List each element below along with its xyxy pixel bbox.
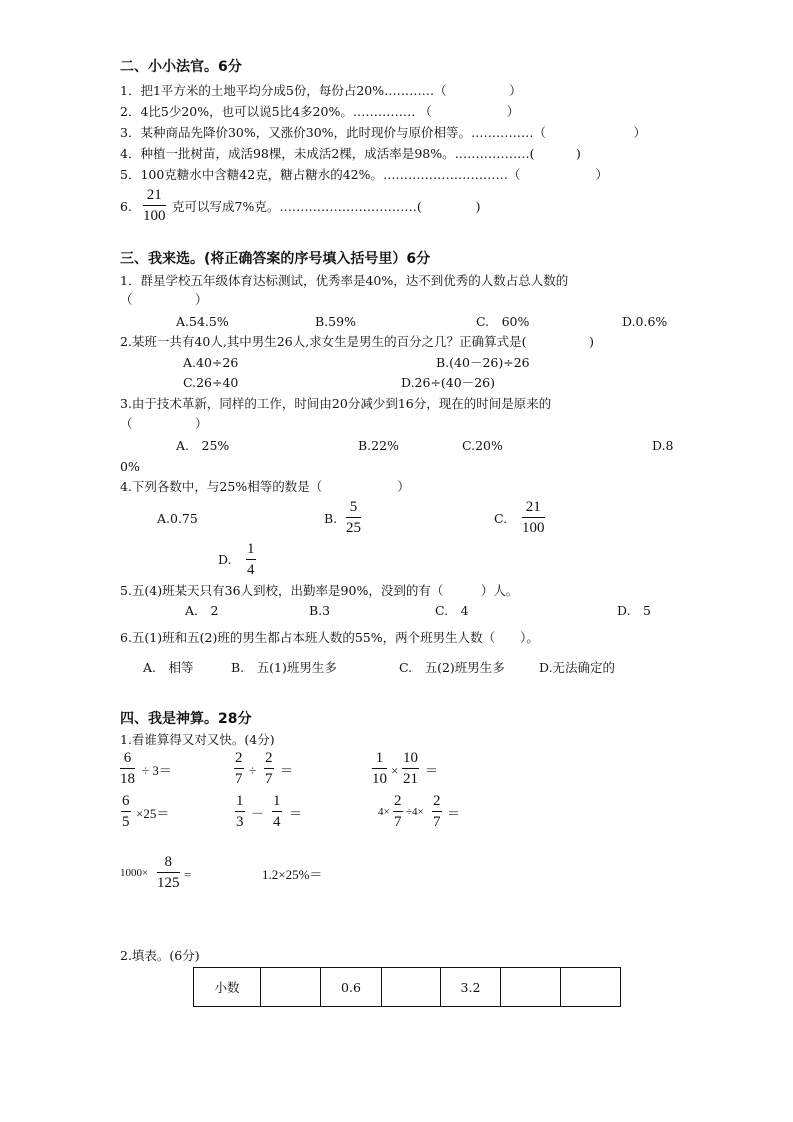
fraction-denominator: 7 [394, 814, 402, 830]
expr-2-fraction-2 [264, 751, 274, 787]
fraction-denominator: 18 [120, 771, 135, 787]
expr-5-tail: ＝ [289, 806, 303, 821]
section-2-title: 二、小小法官。6分 [120, 59, 242, 75]
decimal-fill-table [193, 967, 621, 1007]
fraction-denominator: 25 [346, 520, 361, 536]
table-cell-blank[interactable] [261, 968, 321, 1007]
sec3-q1-paren: （ ） [120, 292, 208, 307]
sec3-q4-option-c: C. [494, 511, 508, 526]
fraction-numerator: 1 [247, 541, 255, 557]
fraction-numerator: 1 [375, 750, 384, 766]
expr-5-fraction-1 [235, 794, 245, 830]
expr-7-prefix: 1000× [120, 867, 149, 879]
sec2-item-4: 4．种植一批树苗，成活98棵，未成活2棵，成活率是98%。………………( ) [120, 146, 581, 161]
sec3-q3-paren: （ ） [120, 416, 208, 431]
fraction-denominator: 7 [235, 771, 243, 787]
table-cell-blank[interactable] [561, 968, 621, 1007]
section-4-title: 四、我是神算。28分 [120, 711, 252, 727]
fraction-denominator: 4 [273, 814, 281, 830]
sec3-q5-option-a: A. 2 [185, 603, 219, 618]
sec3-q3-stem: 3.由于技术革新，同样的工作，时间由20分减少到16分，现在的时间是原来的 [120, 396, 552, 411]
sec3-q3-option-d: D.8 [652, 438, 674, 453]
table-cell-value: 0.6 [321, 968, 382, 1007]
fraction-denominator: 10 [372, 771, 387, 787]
expr-2-fraction-1 [234, 751, 244, 787]
sec3-q6-option-d: D.无法确定的 [539, 660, 616, 675]
expr-2-operator: ÷ [249, 763, 257, 778]
sec3-q6-stem: 6.五(1)班和五(2)班的男生都占本班人数的55%，两个班男生人数（ ）。 [120, 630, 539, 645]
sec3-q6-option-a: A. 相等 [143, 660, 194, 675]
expr-3-fraction-2 [402, 751, 419, 787]
fraction-numerator: 2 [433, 793, 441, 809]
fraction-numerator: 2 [235, 750, 243, 766]
sec2-item-6-text: 克可以写成7%克。……………………………( ) [172, 199, 481, 214]
fraction-denominator: 3 [236, 814, 244, 830]
table-cell-header: 小数 [194, 968, 261, 1007]
sec3-q2-option-d: D.26÷(40－26) [401, 375, 495, 390]
expr-3-tail: ＝ [425, 763, 439, 778]
section-3-title: 三、我来选。(将正确答案的序号填入括号里）6分 [120, 251, 431, 267]
fraction-numerator: 2 [394, 793, 402, 809]
table-cell-value: 3.2 [441, 968, 501, 1007]
sec2-item-5: 5．100克糖水中含糖42克，糖占糖水的42%。…………………………（ ） [120, 167, 609, 182]
fraction-denominator: 100 [143, 208, 166, 224]
fraction-numerator: 1 [273, 793, 281, 809]
sec3-q4-option-a: A.0.75 [157, 511, 198, 526]
expr-6-fraction-1 [393, 794, 403, 830]
sec3-q2-option-b: B.(40－26)÷26 [436, 355, 530, 370]
expr-7-tail: = [184, 867, 192, 882]
expr-8: 1.2×25%＝ [262, 867, 323, 882]
fraction-denominator: 125 [157, 875, 180, 891]
sec3-q5-option-b: B.3 [309, 603, 331, 618]
fraction-denominator: 100 [522, 520, 545, 536]
fraction-numerator: 8 [164, 854, 172, 870]
sec3-q3-option-d-wrap: 0% [120, 459, 140, 474]
fraction-numerator: 2 [265, 750, 273, 766]
sec3-q3-option-b: B.22% [358, 438, 399, 453]
sec3-q2-stem: 2.某班一共有40人,其中男生26人,求女生是男生的百分之几？正确算式是( ) [120, 334, 594, 349]
expr-5-operator: － [251, 806, 265, 821]
sec3-q1-option-b: B.59% [315, 314, 356, 329]
sec3-q2-option-c: C.26÷40 [183, 375, 239, 390]
sec4-sub-1: 1.看谁算得又对又快。(4分) [120, 732, 275, 747]
table-row [194, 968, 621, 1007]
expr-3-fraction-1 [372, 751, 387, 787]
sec3-q4-option-d-fraction [246, 542, 256, 578]
expr-1-fraction [120, 751, 135, 787]
table-cell-blank[interactable] [382, 968, 441, 1007]
expr-6-middle: ÷4× [406, 806, 424, 818]
sec3-q5-option-c: C. 4 [435, 603, 469, 618]
expr-6-tail: ＝ [447, 806, 461, 821]
sec2-item-6-prefix: 6. [120, 199, 132, 214]
expr-6-prefix: 4× [378, 806, 390, 818]
sec3-q1-option-c: C. 60% [476, 314, 530, 329]
fraction-denominator: 7 [265, 771, 273, 787]
sec3-q5-option-d: D. 5 [617, 603, 652, 618]
expr-4-tail: ×25＝ [136, 806, 170, 821]
sec3-q6-option-b: B. 五(1)班男生多 [231, 660, 337, 675]
sec2-item-1: 1．把1平方米的土地平均分成5份，每份占20%…………（ ） [120, 83, 522, 98]
expr-1-tail: ÷ 3＝ [142, 763, 172, 778]
fraction-numerator: 21 [146, 187, 162, 203]
fraction-numerator: 6 [123, 750, 132, 766]
expr-5-fraction-2 [272, 794, 282, 830]
sec3-q4-option-c-fraction [522, 500, 545, 536]
sec2-item-2: 2．4比5少20%，也可以说5比4多20%。…………… （ ） [120, 104, 520, 119]
table-cell-blank[interactable] [501, 968, 561, 1007]
sec2-item-6-fraction [143, 188, 166, 224]
sec3-q6-option-c: C. 五(2)班男生多 [399, 660, 505, 675]
expr-3-operator: × [391, 763, 399, 778]
sec2-item-3: 3．某种商品先降价30%，又涨价30%，此时现价与原价相等。……………（ ） [120, 125, 647, 140]
sec3-q3-option-a: A. 25% [176, 438, 230, 453]
fraction-numerator: 21 [525, 499, 541, 515]
fraction-numerator: 5 [349, 499, 358, 515]
fraction-numerator: 1 [236, 793, 244, 809]
expr-7-fraction [157, 855, 180, 891]
sec3-q1-option-d: D.0.6% [622, 314, 668, 329]
expr-4-fraction [121, 794, 131, 830]
expr-2-tail: ＝ [280, 763, 294, 778]
fraction-numerator: 10 [403, 750, 418, 766]
sec3-q1-option-a: A.54.5% [176, 314, 229, 329]
fraction-denominator: 7 [433, 814, 441, 830]
sec3-q4-option-b-fraction [346, 500, 361, 536]
fraction-denominator: 21 [403, 771, 418, 787]
expr-6-fraction-2 [432, 794, 442, 830]
sec3-q5-stem: 5.五(4)班某天只有36人到校，出勤率是90%，没到的有（ ）人。 [120, 583, 519, 598]
sec3-q4-option-b: B. [324, 511, 338, 526]
sec4-sub-2: 2.填表。(6分) [120, 948, 200, 963]
sec3-q4-stem: 4.下列各数中，与25%相等的数是（ ） [120, 479, 410, 494]
sec3-q4-option-d: D. [218, 552, 232, 567]
fraction-denominator: 5 [122, 814, 130, 830]
sec3-q2-option-a: A.40÷26 [183, 355, 239, 370]
fraction-denominator: 4 [247, 562, 255, 578]
sec3-q1-stem: 1．群星学校五年级体育达标测试，优秀率是40%，达不到优秀的人数占总人数的 [120, 273, 569, 288]
fraction-numerator: 6 [122, 793, 130, 809]
sec3-q3-option-c: C.20% [462, 438, 503, 453]
